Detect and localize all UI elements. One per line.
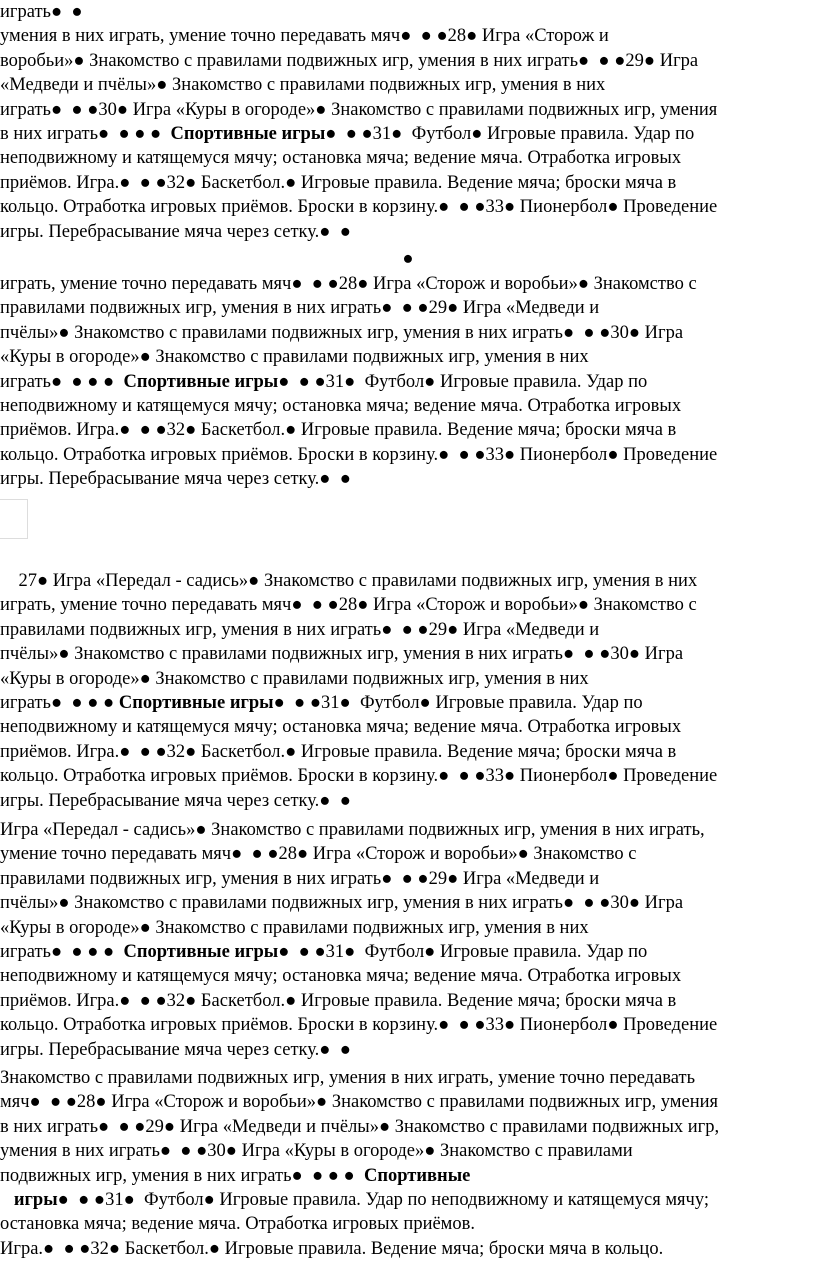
text-line: пчёлы»● Знакомство с правилами подвижных игр, умения в них играть● ● ●30● Игра: [0, 893, 684, 914]
text-block-d: [0, 818, 816, 1062]
text-fragment: играть● ● ● ●: [0, 692, 119, 713]
text-line: приёмов. Игра.● ● ●32● Баскетбол.● Игровые правила. Ведение мяча; броски мяча в: [0, 420, 677, 441]
section-heading-continued: игры: [13, 1189, 58, 1210]
text-line: кольцо. Отработка игровых приёмов. Броски в корзину.● ● ●33● Пионербол● Проведение: [0, 444, 718, 465]
text-block-b: [0, 272, 816, 492]
text-line: неподвижному и катящемуся мячу; остановка мяча; ведение мяча. Отработка игровых: [0, 395, 682, 416]
text-line-with-heading: [0, 940, 816, 964]
text-fragment: подвижных игр, умения в них играть● ● ● ●: [0, 1165, 364, 1186]
text-fragment: ● ● ●31● Футбол● Игровые правила. Удар по: [278, 941, 648, 962]
text-line: «Куры в огороде»● Знакомство с правилами подвижных игр, умения в них: [0, 917, 589, 938]
empty-frame: [0, 499, 28, 539]
text-line: правилами подвижных игр, умения в них играть● ● ●29● Игра «Медведи и: [0, 298, 600, 319]
section-heading: Спортивные игры: [123, 371, 279, 392]
text-block-a: [0, 0, 816, 244]
text-fragment: играть● ● ● ●: [0, 371, 124, 392]
text-line: Игра «Передал - садись»● Знакомство с правилами подвижных игр, умения в них играть,: [0, 820, 705, 840]
text-line: приёмов. Игра.● ● ●32● Баскетбол.● Игровые правила. Ведение мяча; броски мяча в: [0, 990, 677, 1011]
text-line: игры. Перебрасывание мяча через сетку.● ●: [0, 1039, 351, 1060]
text-fragment: ● ● ●31● Футбол● Игровые правила. Удар по: [278, 371, 648, 392]
text-line: 27● Игра «Передал - садись»● Знакомство с правилами подвижных игр, умения в них: [0, 571, 698, 591]
text-line-with-heading: [0, 1188, 816, 1212]
text-block-c: [0, 569, 816, 813]
text-line: умения в них играть, умение точно передавать мяч● ● ●28● Игра «Сторож и: [0, 26, 609, 47]
text-line: «Куры в огороде»● Знакомство с правилами подвижных игр, умения в них: [0, 668, 589, 689]
text-line: игры. Перебрасывание мяча через сетку.● ●: [0, 790, 351, 811]
text-line: правилами подвижных игр, умения в них играть● ● ●29● Игра «Медведи и: [0, 619, 600, 640]
text-line: Игра.● ● ●32● Баскетбол.● Игровые правила. Ведение мяча; броски мяча в кольцо.: [0, 1238, 664, 1259]
text-fragment: ● ● ●31● Футбол● Игровые правила. Удар по: [273, 692, 643, 713]
text-line: кольцо. Отработка игровых приёмов. Броски в корзину.● ● ●33● Пионербол● Проведение: [0, 766, 718, 787]
section-heading: Спортивные игры: [118, 692, 274, 713]
text-line-with-heading: [0, 122, 816, 146]
bullet-glyph: ●: [402, 249, 414, 269]
text-line: игры. Перебрасывание мяча через сетку.● ●: [0, 221, 351, 242]
section-heading: Спортивные игры: [123, 941, 279, 962]
text-line: неподвижному и катящемуся мячу; остановка мяча; ведение мяча. Отработка игровых: [0, 148, 682, 169]
text-line-with-heading: [0, 1164, 816, 1188]
text-line: приёмов. Игра.● ● ●32● Баскетбол.● Игровые правила. Ведение мяча; броски мяча в: [0, 172, 677, 193]
text-line: умение точно передавать мяч● ● ●28● Игра «Сторож и воробьи»● Знакомство с: [0, 844, 637, 865]
section-heading: Спортивные игры: [170, 123, 326, 144]
text-line: приёмов. Игра.● ● ●32● Баскетбол.● Игровые правила. Ведение мяча; броски мяча в: [0, 741, 677, 762]
text-line: мяч● ● ●28● Игра «Сторож и воробьи»● Знакомство с правилами подвижных игр, умения: [0, 1092, 719, 1113]
text-line: кольцо. Отработка игровых приёмов. Броски в корзину.● ● ●33● Пионербол● Проведение: [0, 1015, 718, 1036]
text-line: пчёлы»● Знакомство с правилами подвижных игр, умения в них играть● ● ●30● Игра: [0, 322, 684, 343]
text-fragment: играть● ● ● ●: [0, 941, 124, 962]
text-line: «Куры в огороде»● Знакомство с правилами подвижных игр, умения в них: [0, 347, 589, 368]
text-line: играть● ● ●30● Игра «Куры в огороде»● Знакомство с правилами подвижных игр, умения: [0, 99, 718, 120]
text-line: правилами подвижных игр, умения в них играть● ● ●29● Игра «Медведи и: [0, 868, 600, 889]
text-fragment: [0, 1190, 14, 1210]
lone-bullet: [0, 247, 816, 271]
text-line: «Медведи и пчёлы»● Знакомство с правилами подвижных игр, умения в них: [0, 75, 606, 96]
text-fragment: ● ● ●31● Футбол● Игровые правила. Удар по: [325, 123, 695, 144]
text-line: Знакомство с правилами подвижных игр, умения в них играть, умение точно передавать: [0, 1068, 696, 1088]
text-line-with-heading: [0, 691, 816, 715]
text-line: играть● ●: [0, 2, 83, 22]
text-line: неподвижному и катящемуся мячу; остановка мяча; ведение мяча. Отработка игровых: [0, 717, 682, 738]
text-block-e: [0, 1066, 816, 1261]
text-line: играть, умение точно передавать мяч● ● ●28● Игра «Сторож и воробьи»● Знакомство с: [0, 274, 697, 294]
text-line: остановка мяча; ведение мяча. Отработка игровых приёмов.: [0, 1214, 475, 1235]
text-fragment: ● ● ●31● Футбол● Игровые правила. Удар по неподвижному и катящемуся мячу;: [57, 1189, 709, 1210]
text-line: игры. Перебрасывание мяча через сетку.● ●: [0, 469, 351, 490]
text-line: пчёлы»● Знакомство с правилами подвижных игр, умения в них играть● ● ●30● Игра: [0, 644, 684, 665]
text-line: играть, умение точно передавать мяч● ● ●28● Игра «Сторож и воробьи»● Знакомство с: [0, 595, 697, 616]
text-line: неподвижному и катящемуся мячу; остановка мяча; ведение мяча. Отработка игровых: [0, 966, 682, 987]
text-line: кольцо. Отработка игровых приёмов. Броски в корзину.● ● ●33● Пионербол● Проведение: [0, 197, 718, 218]
text-fragment: в них играть● ● ● ●: [0, 123, 171, 144]
text-line: воробьи»● Знакомство с правилами подвижных игр, умения в них играть● ● ●29● Игра: [0, 50, 699, 71]
section-heading: Спортивные: [363, 1165, 471, 1186]
text-line: в них играть● ● ●29● Игра «Медведи и пчёлы»● Знакомство с правилами подвижных игр,: [0, 1116, 720, 1137]
text-line-with-heading: [0, 370, 816, 394]
text-line: умения в них играть● ● ●30● Игра «Куры в огороде»● Знакомство с правилами: [0, 1141, 633, 1162]
